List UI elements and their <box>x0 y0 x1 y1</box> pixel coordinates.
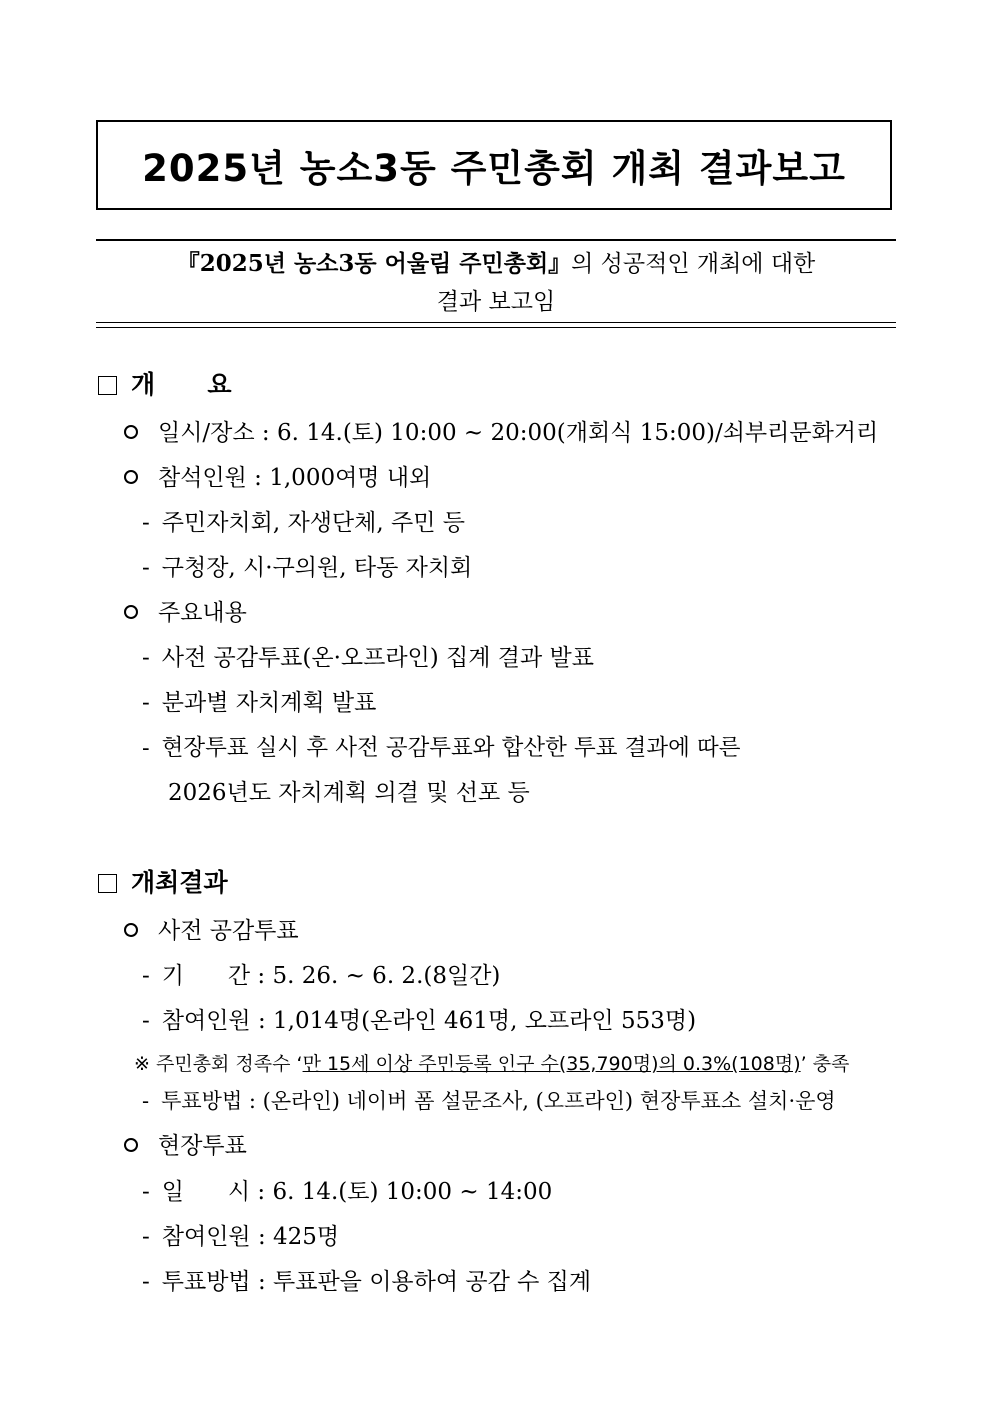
summary-bottom-rule <box>96 322 896 323</box>
note-suffix: ’ 충족 <box>800 1053 850 1075</box>
dash-bullet: - <box>142 963 150 989</box>
item-text: 참여인원 : 1,014명(온라인 461명, 오프라인 553명) <box>161 1008 697 1034</box>
item-text: 일시/장소 : 6. 14.(토) 10:00 ~ 20:00(개회식 15:00)/쇠부리문화거리 <box>158 420 879 446</box>
summary-line-1-rest: 의 성공적인 개최에 대한 <box>571 251 816 277</box>
list-item <box>142 688 376 718</box>
circle-bullet-icon <box>124 425 138 439</box>
summary-line-2: 결과 보고임 <box>436 289 556 315</box>
dash-bullet: - <box>142 510 150 536</box>
list-item <box>142 733 740 763</box>
item-text: 참석인원 : 1,000여명 내외 <box>158 465 432 491</box>
item-text: 참여인원 : 425명 <box>161 1224 340 1250</box>
list-item <box>142 1086 836 1116</box>
item-text: 2026년도 자치계획 의결 및 선포 등 <box>168 780 530 806</box>
dash-bullet: - <box>142 1089 150 1113</box>
item-text: 사전 공감투표 <box>158 918 299 944</box>
list-item <box>124 463 431 493</box>
list-item-continuation <box>168 778 530 808</box>
list-item <box>142 643 594 673</box>
item-text: 일 시 : 6. 14.(토) 10:00 ~ 14:00 <box>161 1179 553 1205</box>
circle-bullet-icon <box>124 923 138 937</box>
note-line <box>134 1049 849 1079</box>
item-text: 주요내용 <box>158 600 247 626</box>
item-text: 사전 공감투표(온·오프라인) 집계 결과 발표 <box>161 645 594 671</box>
list-item <box>142 1267 591 1297</box>
item-text: 투표방법 : 투표판을 이용하여 공감 수 집계 <box>161 1269 592 1295</box>
dash-bullet: - <box>142 1269 150 1295</box>
note-prefix: ※ 주민총회 정족수 ‘ <box>134 1053 303 1075</box>
section-title: 개최결과 <box>131 868 228 897</box>
title-box <box>96 120 892 210</box>
item-text: 현장투표 실시 후 사전 공감투표와 합산한 투표 결과에 따른 <box>161 735 741 761</box>
item-text: 구청장, 시·구의원, 타동 자치회 <box>161 555 473 581</box>
square-bullet-icon <box>98 376 117 395</box>
item-text: 현장투표 <box>158 1133 247 1159</box>
list-item <box>124 1131 247 1161</box>
document-title: 2025년 농소3동 주민총회 개최 결과보고 <box>142 147 846 190</box>
item-text: 기 간 : 5. 26. ~ 6. 2.(8일간) <box>161 963 501 989</box>
section-title: 개 요 <box>131 370 232 399</box>
summary-event-name: 『2025년 농소3동 어울림 주민총회』 <box>176 250 572 277</box>
circle-bullet-icon <box>124 470 138 484</box>
item-text: 분과별 자치계획 발표 <box>161 690 377 716</box>
summary-bottom-rule-2 <box>96 327 896 328</box>
list-item <box>142 961 500 991</box>
list-item <box>142 1177 552 1207</box>
circle-bullet-icon <box>124 1138 138 1152</box>
section-heading-results <box>98 868 228 898</box>
list-item <box>142 1006 696 1036</box>
summary-block <box>96 245 896 321</box>
list-item <box>124 916 299 946</box>
dash-bullet: - <box>142 1224 150 1250</box>
dash-bullet: - <box>142 645 150 671</box>
item-text: 주민자치회, 자생단체, 주민 등 <box>161 510 465 536</box>
circle-bullet-icon <box>124 605 138 619</box>
summary-top-rule <box>96 239 896 241</box>
note-underlined: 만 15세 이상 주민등록 인구 수(35,790명)의 0.3%(108명) <box>302 1053 801 1075</box>
list-item <box>124 418 878 448</box>
dash-bullet: - <box>142 1179 150 1205</box>
section-heading-overview <box>98 370 232 400</box>
dash-bullet: - <box>142 1008 150 1034</box>
dash-bullet: - <box>142 735 150 761</box>
item-text: 투표방법 : (온라인) 네이버 폼 설문조사, (오프라인) 현장투표소 설치·운영 <box>161 1089 836 1113</box>
list-item <box>124 598 247 628</box>
list-item <box>142 553 472 583</box>
dash-bullet: - <box>142 690 150 716</box>
square-bullet-icon <box>98 874 117 893</box>
list-item <box>142 1222 339 1252</box>
summary-line-1 <box>96 245 896 283</box>
list-item <box>142 508 465 538</box>
dash-bullet: - <box>142 555 150 581</box>
